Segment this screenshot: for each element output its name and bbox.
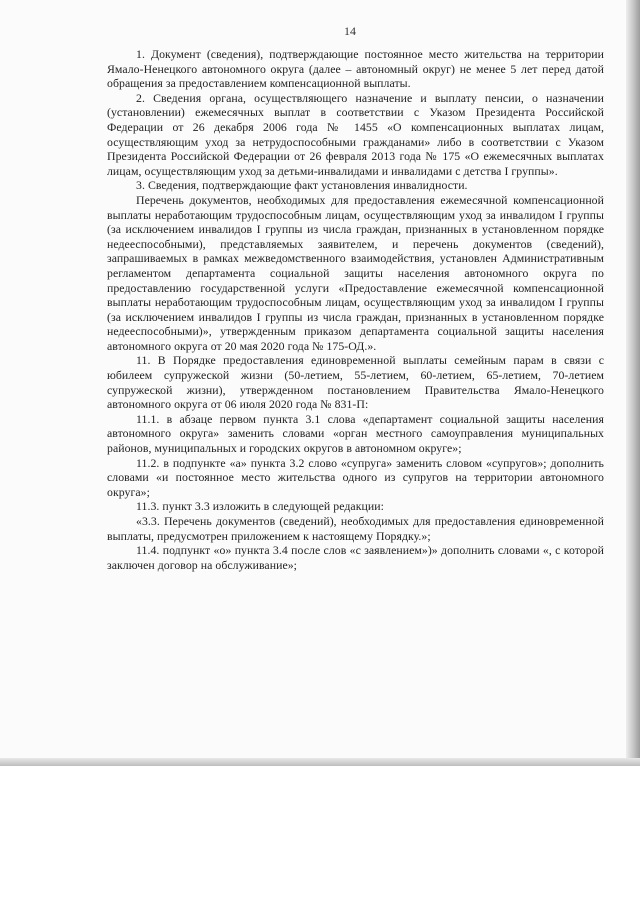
paragraph: «3.3. Перечень документов (сведений), необходимых для предоставления единовременной выплаты, предусмотрен приложением к настоящему Порядку.»;: [107, 514, 604, 543]
paragraph: 11.2. в подпункте «а» пункта 3.2 слово «супруга» заменить словом «супругов»; дополнить словами «и постоянное место жительства одного из супругов на территории автономного округа»;: [107, 455, 604, 499]
paragraph: 3. Сведения, подтверждающие факт установления инвалидности.: [136, 178, 468, 193]
paragraph: 11. В Порядке предоставления единовременной выплаты семейным парам в связи с юбилеем супружеской жизни (50-летием, 55-летием, 60-летием, 65-летием, 70-летием супружеской жизни), утвержденном постановлением Правительства Ямало-Ненецкого автономного округа от 06 июля 2020 года № 831-П:: [107, 353, 604, 412]
page-bottom-shadow: [0, 758, 640, 766]
paragraph: Перечень документов, необходимых для предоставления ежемесячной компенсационной выплаты неработающим трудоспособным лицам, осуществляющим уход за инвалидом I группы (за исключением инвалидов I группы из числа граждан, признанных в установленном порядке недееспособными), представляемых заявителем, и перечень документов (сведений), запрашиваемых в рамках межведомственного взаимодействия, установлен Административным регламентом департамента социальной защиты населения автономного округа по предоставлению государственной услуги «Предоставление ежемесячной компенсационной выплаты неработающим трудоспособным лицам, осуществляющим уход за инвалидом I группы (за исключением инвалидов I группы из числа граждан, признанных в установленном порядке недееспособными)», утвержденным приказом департамента социальной защиты населения автономного округа от 20 мая 2020 года № 175-ОД.».: [107, 192, 604, 353]
document-body: [107, 47, 604, 572]
page-edge-shadow: [626, 0, 640, 766]
paragraph: 11.4. подпункт «о» пункта 3.4 после слов «с заявлением»)» дополнить словами «, с которой заключен договор на обслуживание»;: [107, 543, 604, 572]
paragraph: 11.1. в абзаце первом пункта 3.1 слова «департамент социальной защиты населения автономного округа» заменить словами «орган местного самоуправления муниципальных районов, муниципальных и городских округов в автономном округе»;: [107, 411, 604, 456]
paragraph: 2. Сведения органа, осуществляющего назначение и выплату пенсии, о назначении (установлении) ежемесячных выплат в соответствии с Указом Президента Российской Федерации от 26 декабря 2006 года № 1455 «О компенсационных выплатах лицам, осуществляющим уход за нетрудоспособными гражданами» либо в соответствии с Указом Президента Российской Федерации от 26 февраля 2013 года № 175 «О ежемесячных выплатах лицам, осуществляющим уход за детьми-инвалидами и инвалидами с детства I группы».: [107, 90, 604, 178]
paragraph: 11.3. пункт 3.3 изложить в следующей редакции:: [136, 499, 384, 514]
paragraph: 1. Документ (сведения), подтверждающие постоянное место жительства на территории Ямало-Ненецкого автономного округа (далее – автономный округ) не менее 5 лет перед датой обращения за предоставлением компенсационной выплаты.: [107, 47, 604, 91]
page-number: 14: [344, 24, 356, 38]
